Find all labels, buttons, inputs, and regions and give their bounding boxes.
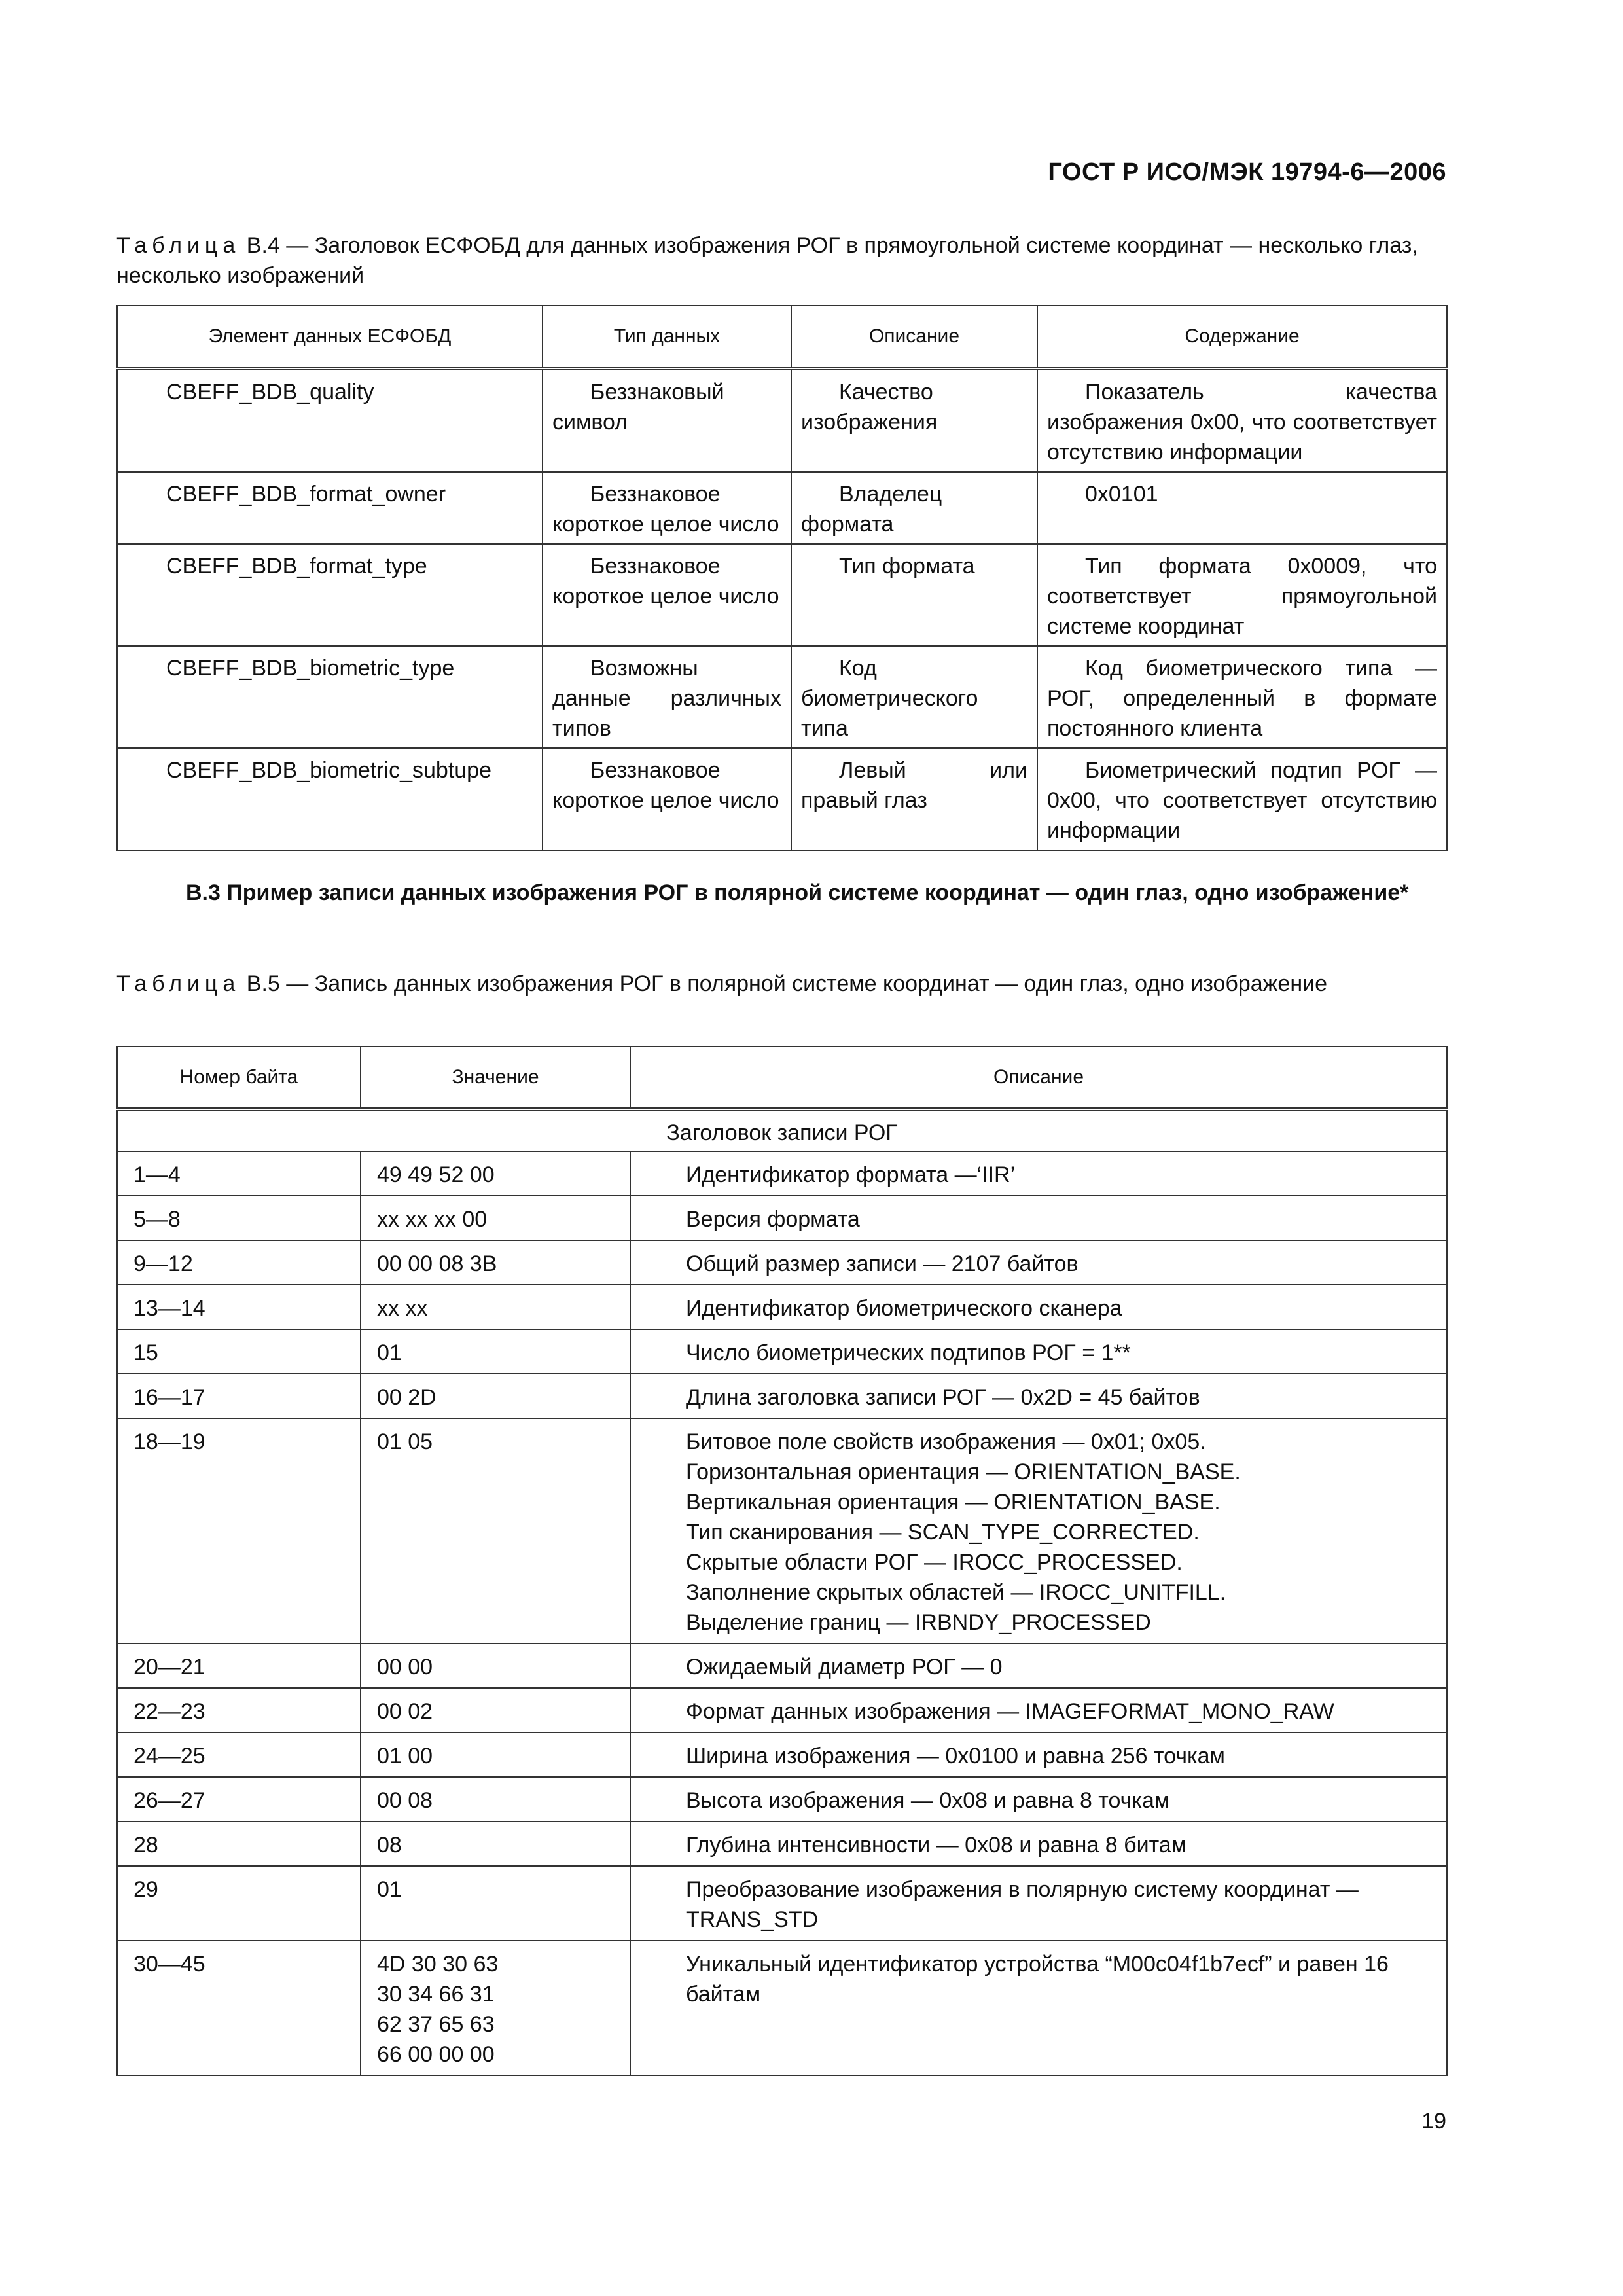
table-cell: CBEFF_BDB_format_type: [117, 544, 543, 646]
description-line: Выделение границ — IRBNDY_PROCESSED: [686, 1610, 1151, 1635]
table-cell: CBEFF_BDB_quality: [117, 368, 543, 472]
description-line: Битовое поле свойств изображения — 0x01; 0x05.: [686, 1429, 1206, 1454]
table-row: [117, 1418, 1447, 1643]
table-row: [117, 1732, 1447, 1777]
value-line: 01: [377, 1340, 402, 1365]
description-line: Длина заголовка записи РОГ — 0x2D = 45 байтов: [686, 1385, 1200, 1410]
table-header-row: [117, 306, 1447, 368]
byte-number-cell: 9—12: [117, 1240, 361, 1285]
table-row: [117, 1643, 1447, 1688]
table-cell: CBEFF_BDB_format_owner: [117, 472, 543, 544]
description-cell: [630, 1418, 1447, 1643]
table-cell: Код биометрического типа — РОГ, определенный в формате постоянного клиента: [1037, 646, 1447, 748]
column-header: Номер байта: [117, 1047, 361, 1109]
table-b4-caption-text: В.4 — Заголовок ЕСФОБД для данных изображения РОГ в прямоугольной системе координат — несколько глаз, несколько изображений: [116, 233, 1418, 288]
table-row: [117, 544, 1447, 646]
description-line: Идентификатор биометрического сканера: [686, 1296, 1122, 1321]
value-line: 00 02: [377, 1699, 433, 1724]
byte-number-cell: 16—17: [117, 1374, 361, 1418]
value-line: 00 2D: [377, 1385, 437, 1410]
table-cell: Левый или правый глаз: [791, 748, 1037, 850]
value-line: 30 34 66 31: [377, 1982, 495, 2007]
byte-number-cell: 13—14: [117, 1285, 361, 1329]
table-b4: [116, 305, 1448, 851]
value-line: 49 49 52 00: [377, 1162, 495, 1187]
byte-number-cell: 29: [117, 1866, 361, 1941]
value-cell: [361, 1732, 630, 1777]
description-line: Ширина изображения — 0x0100 и равна 256 точкам: [686, 1744, 1225, 1768]
table-row: [117, 1374, 1447, 1418]
table-b4-caption: [116, 230, 1446, 291]
description-cell: [630, 1240, 1447, 1285]
table-label: Таблица: [116, 971, 241, 996]
table-row: [117, 368, 1447, 472]
value-line: 4D 30 30 63: [377, 1952, 499, 1977]
table-row: [117, 472, 1447, 544]
value-line: xx xx: [377, 1296, 428, 1321]
description-cell: [630, 1941, 1447, 2075]
value-line: 01 05: [377, 1429, 433, 1454]
table-label: Таблица: [116, 233, 241, 258]
description-line: Вертикальная ориентация — ORIENTATION_BASE.: [686, 1490, 1221, 1515]
description-cell: [630, 1732, 1447, 1777]
value-line: 00 00: [377, 1655, 433, 1679]
table-group-row: [117, 1109, 1447, 1151]
table-row: [117, 1941, 1447, 2075]
description-line: Общий размер записи — 2107 байтов: [686, 1251, 1079, 1276]
description-cell: [630, 1777, 1447, 1821]
description-cell: [630, 1688, 1447, 1732]
table-cell: Тип формата 0x0009, что соответствует прямоугольной системе координат: [1037, 544, 1447, 646]
description-line: Заполнение скрытых областей — IROCC_UNITFILL.: [686, 1580, 1226, 1605]
value-line: 62 37 65 63: [377, 2012, 495, 2037]
value-line: 00 08: [377, 1788, 433, 1813]
table-cell: Биометрический подтип РОГ — 0x00, что соответствует отсутствию информации: [1037, 748, 1447, 850]
byte-number-cell: 28: [117, 1821, 361, 1866]
value-line: 01: [377, 1877, 402, 1902]
description-line: Скрытые области РОГ — IROCC_PROCESSED.: [686, 1550, 1183, 1575]
description-cell: [630, 1866, 1447, 1941]
column-header: Значение: [361, 1047, 630, 1109]
table-row: [117, 1196, 1447, 1240]
column-header: Тип данных: [543, 306, 791, 368]
table-b5: [116, 1046, 1448, 2076]
value-cell: [361, 1941, 630, 2075]
value-cell: [361, 1374, 630, 1418]
column-header: Элемент данных ЕСФОБД: [117, 306, 543, 368]
value-cell: [361, 1866, 630, 1941]
value-line: 00 00 08 3B: [377, 1251, 497, 1276]
value-cell: [361, 1151, 630, 1196]
column-header: Описание: [630, 1047, 1447, 1109]
table-row: [117, 1285, 1447, 1329]
value-cell: [361, 1688, 630, 1732]
page-number: 19: [1421, 2109, 1446, 2134]
document-code-header: ГОСТ Р ИСО/МЭК 19794-6—2006: [1048, 158, 1446, 186]
byte-number-cell: 15: [117, 1329, 361, 1374]
byte-number-cell: 5—8: [117, 1196, 361, 1240]
description-cell: [630, 1196, 1447, 1240]
byte-number-cell: 1—4: [117, 1151, 361, 1196]
table-b5-caption: [116, 969, 1446, 999]
description-cell: [630, 1285, 1447, 1329]
description-line: Глубина интенсивности — 0x08 и равна 8 битам: [686, 1833, 1187, 1857]
description-cell: [630, 1151, 1447, 1196]
description-cell: [630, 1821, 1447, 1866]
value-cell: [361, 1643, 630, 1688]
table-cell: Код биометрического типа: [791, 646, 1037, 748]
table-cell: Качество изображения: [791, 368, 1037, 472]
value-line: 01 00: [377, 1744, 433, 1768]
table-cell: Беззнаковое короткое целое число: [543, 544, 791, 646]
description-line: Тип сканирования — SCAN_TYPE_CORRECTED.: [686, 1520, 1200, 1545]
table-cell: Беззнаковый символ: [543, 368, 791, 472]
value-cell: [361, 1329, 630, 1374]
value-cell: [361, 1418, 630, 1643]
table-b5-caption-text: В.5 — Запись данных изображения РОГ в полярной системе координат — один глаз, одно изображение: [246, 971, 1328, 996]
table-row: [117, 1329, 1447, 1374]
table-row: [117, 646, 1447, 748]
value-cell: [361, 1821, 630, 1866]
description-line: Формат данных изображения — IMAGEFORMAT_MONO_RAW: [686, 1699, 1334, 1724]
value-line: xx xx xx 00: [377, 1207, 488, 1232]
table-row: [117, 1151, 1447, 1196]
table-cell: CBEFF_BDB_biometric_subtupe: [117, 748, 543, 850]
value-line: 08: [377, 1833, 402, 1857]
description-line: Высота изображения — 0x08 и равна 8 точкам: [686, 1788, 1170, 1813]
value-cell: [361, 1285, 630, 1329]
description-line: Горизонтальная ориентация — ORIENTATION_BASE.: [686, 1460, 1241, 1484]
byte-number-cell: 22—23: [117, 1688, 361, 1732]
byte-number-cell: 18—19: [117, 1418, 361, 1643]
description-cell: [630, 1643, 1447, 1688]
description-line: Идентификатор формата —‘IIR’: [686, 1162, 1016, 1187]
byte-number-cell: 30—45: [117, 1941, 361, 2075]
description-line: Уникальный идентификатор устройства “M00c04f1b7ecf” и равен 16 байтам: [686, 1952, 1389, 2007]
value-cell: [361, 1777, 630, 1821]
value-line: 66 00 00 00: [377, 2042, 495, 2067]
table-row: [117, 1688, 1447, 1732]
table-cell: Владелец формата: [791, 472, 1037, 544]
table-header-row: [117, 1047, 1447, 1109]
table-row: [117, 1240, 1447, 1285]
section-heading: В.3 Пример записи данных изображения РОГ в полярной системе координат — один глаз, одно изображение*: [186, 880, 1409, 905]
description-line: Версия формата: [686, 1207, 860, 1232]
table-cell: Возможны данные различных типов: [543, 646, 791, 748]
table-cell: CBEFF_BDB_biometric_type: [117, 646, 543, 748]
table-row: [117, 1777, 1447, 1821]
byte-number-cell: 26—27: [117, 1777, 361, 1821]
table-row: [117, 1866, 1447, 1941]
table-cell: Беззнаковое короткое целое число: [543, 472, 791, 544]
table-row: [117, 1821, 1447, 1866]
description-cell: [630, 1374, 1447, 1418]
column-header: Описание: [791, 306, 1037, 368]
value-cell: [361, 1196, 630, 1240]
value-cell: [361, 1240, 630, 1285]
table-row: [117, 748, 1447, 850]
group-label: Заголовок записи РОГ: [117, 1109, 1447, 1151]
table-cell: 0x0101: [1037, 472, 1447, 544]
description-line: Число биометрических подтипов РОГ = 1**: [686, 1340, 1131, 1365]
description-cell: [630, 1329, 1447, 1374]
table-cell: Тип формата: [791, 544, 1037, 646]
table-cell: Беззнаковое короткое целое число: [543, 748, 791, 850]
byte-number-cell: 20—21: [117, 1643, 361, 1688]
table-cell: Показатель качества изображения 0x00, что соответствует отсутствию информации: [1037, 368, 1447, 472]
description-line: Ожидаемый диаметр РОГ — 0: [686, 1655, 1003, 1679]
byte-number-cell: 24—25: [117, 1732, 361, 1777]
column-header: Содержание: [1037, 306, 1447, 368]
description-line: Преобразование изображения в полярную систему координат — TRANS_STD: [686, 1877, 1359, 1932]
